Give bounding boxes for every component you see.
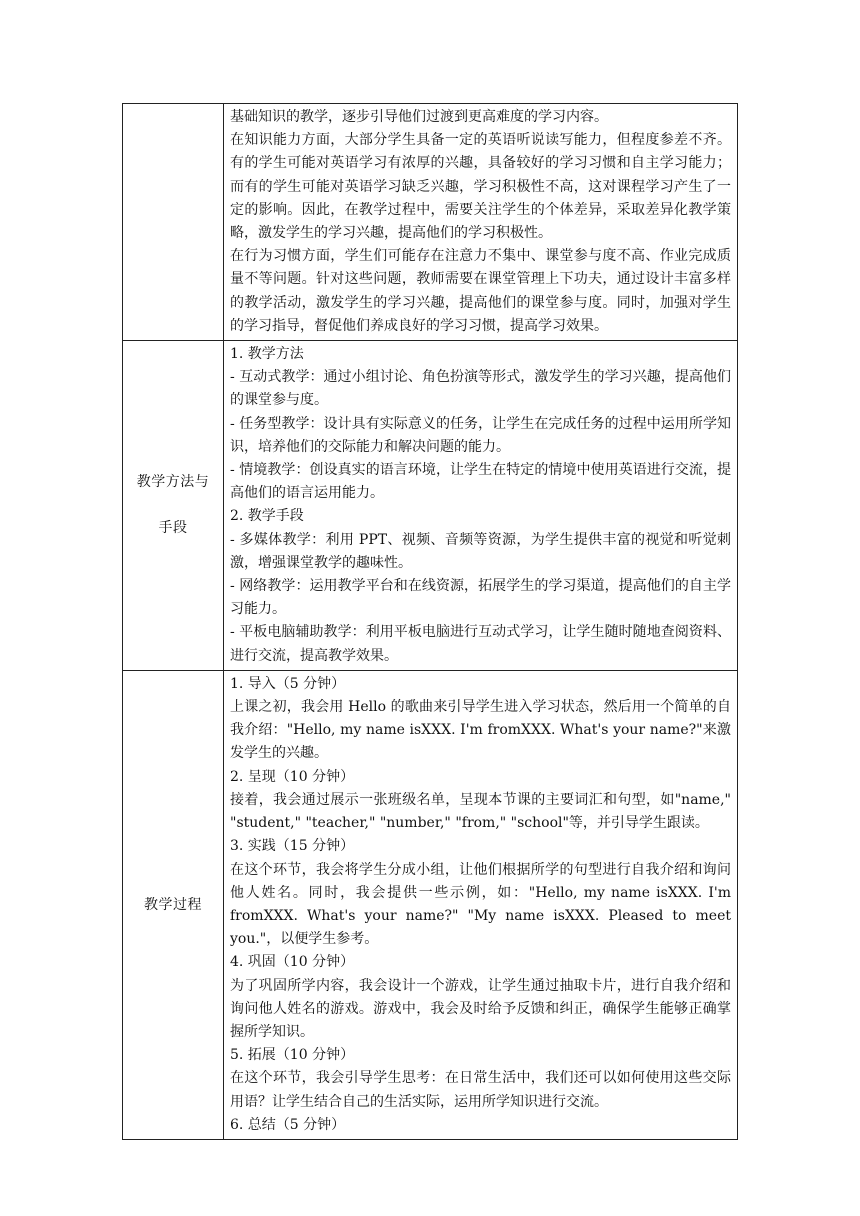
row-content-cell: [224, 104, 738, 341]
paragraph: - 互动式教学：通过小组讨论、角色扮演等形式，激发学生的学习兴趣，提高他们的课堂参与度。: [230, 369, 731, 409]
row-label-cell: [123, 670, 224, 1139]
paragraph: 4. 巩固（10 分钟）: [230, 954, 355, 971]
paragraph: - 情境教学：创设真实的语言环境，让学生在特定的情境中使用英语进行交流，提高他们的语言运用能力。: [230, 462, 731, 502]
row-content-cell: [224, 341, 738, 671]
paragraph: 6. 总结（5 分钟）: [230, 1116, 346, 1133]
lesson-plan-table: [122, 103, 738, 1140]
paragraph: 接着，我会通过展示一张班级名单，呈现本节课的主要词汇和句型，如"name," "student," "teacher," "number," "from," "school"等，并引导学生跟读。: [230, 791, 731, 832]
paragraph: - 平板电脑辅助教学：利用平板电脑进行互动式学习，让学生随时随地查阅资料、进行交流，提高教学效果。: [230, 624, 731, 664]
row-content-cell: [224, 670, 738, 1139]
paragraph: 上课之初，我会用 Hello 的歌曲来引导学生进入学习状态，然后用一个简单的自我介绍："Hello, my name isXXX. I'm fromXXX. What's your name?"来激发学生的兴趣。: [230, 699, 731, 762]
paragraph: 1. 导入（5 分钟）: [230, 675, 346, 692]
paragraph: - 任务型教学：设计具有实际意义的任务，让学生在完成任务的过程中运用所学知识，培养他们的交际能力和解决问题的能力。: [230, 415, 731, 455]
table-row: [123, 104, 738, 341]
paragraph: 在这个环节，我会将学生分成小组，让他们根据所学的句型进行自我介绍和询问他人姓名。同时，我会提供一些示例，如："Hello, my name isXXX. I'm fromXXX. What's your name?" "My name isXXX. Pleased to meet you."，以便学生参考。: [230, 861, 731, 948]
paragraph: - 多媒体教学：利用 PPT、视频、音频等资源，为学生提供丰富的视觉和听觉刺激，增强课堂教学的趣味性。: [230, 531, 731, 571]
paragraph: 1. 教学方法: [230, 346, 304, 363]
paragraph: 在知识能力方面，大部分学生具备一定的英语听说读写能力，但程度参差不齐。有的学生可能对英语学习有浓厚的兴趣，具备较好的学习习惯和自主学习能力；而有的学生可能对英语学习缺乏兴趣，学习积极性不高，这对课程学习产生了一定的影响。因此，在教学过程中，需要关注学生的个体差异，采取差异化教学策略，激发学生的学习兴趣，提高他们的学习积极性。: [230, 132, 731, 242]
paragraph: 在行为习惯方面，学生们可能存在注意力不集中、课堂参与度不高、作业完成质量不等问题。针对这些问题，教师需要在课堂管理上下功夫，通过设计丰富多样的教学活动，激发学生的学习兴趣，提高他们的课堂参与度。同时，加强对学生的学习指导，督促他们养成良好的学习习惯，提高学习效果。: [230, 248, 731, 334]
paragraph: 3. 实践（15 分钟）: [230, 838, 355, 855]
paragraph: 为了巩固所学内容，我会设计一个游戏，让学生通过抽取卡片，进行自我介绍和询问他人姓名的游戏。游戏中，我会及时给予反馈和纠正，确保学生能够正确掌握所学知识。: [230, 977, 731, 1040]
row-label: 教学方法与: [136, 474, 210, 491]
row-label-cell: [123, 104, 224, 341]
row-label: 手段: [158, 520, 188, 537]
paragraph: 2. 教学手段: [230, 508, 304, 525]
table-row: [123, 670, 738, 1139]
paragraph: 2. 呈现（10 分钟）: [230, 768, 355, 785]
row-label-cell: [123, 341, 224, 671]
row-label: 教学过程: [144, 896, 202, 913]
paragraph: 基础知识的教学，逐步引导他们过渡到更高难度的学习内容。: [230, 109, 608, 125]
paragraph: - 网络教学：运用教学平台和在线资源，拓展学生的学习渠道，提高他们的自主学习能力。: [230, 578, 731, 618]
table-row: [123, 341, 738, 671]
paragraph: 在这个环节，我会引导学生思考：在日常生活中，我们还可以如何使用这些交际用语？让学生结合自己的生活实际，运用所学知识进行交流。: [230, 1070, 731, 1110]
paragraph: 5. 拓展（10 分钟）: [230, 1047, 355, 1064]
